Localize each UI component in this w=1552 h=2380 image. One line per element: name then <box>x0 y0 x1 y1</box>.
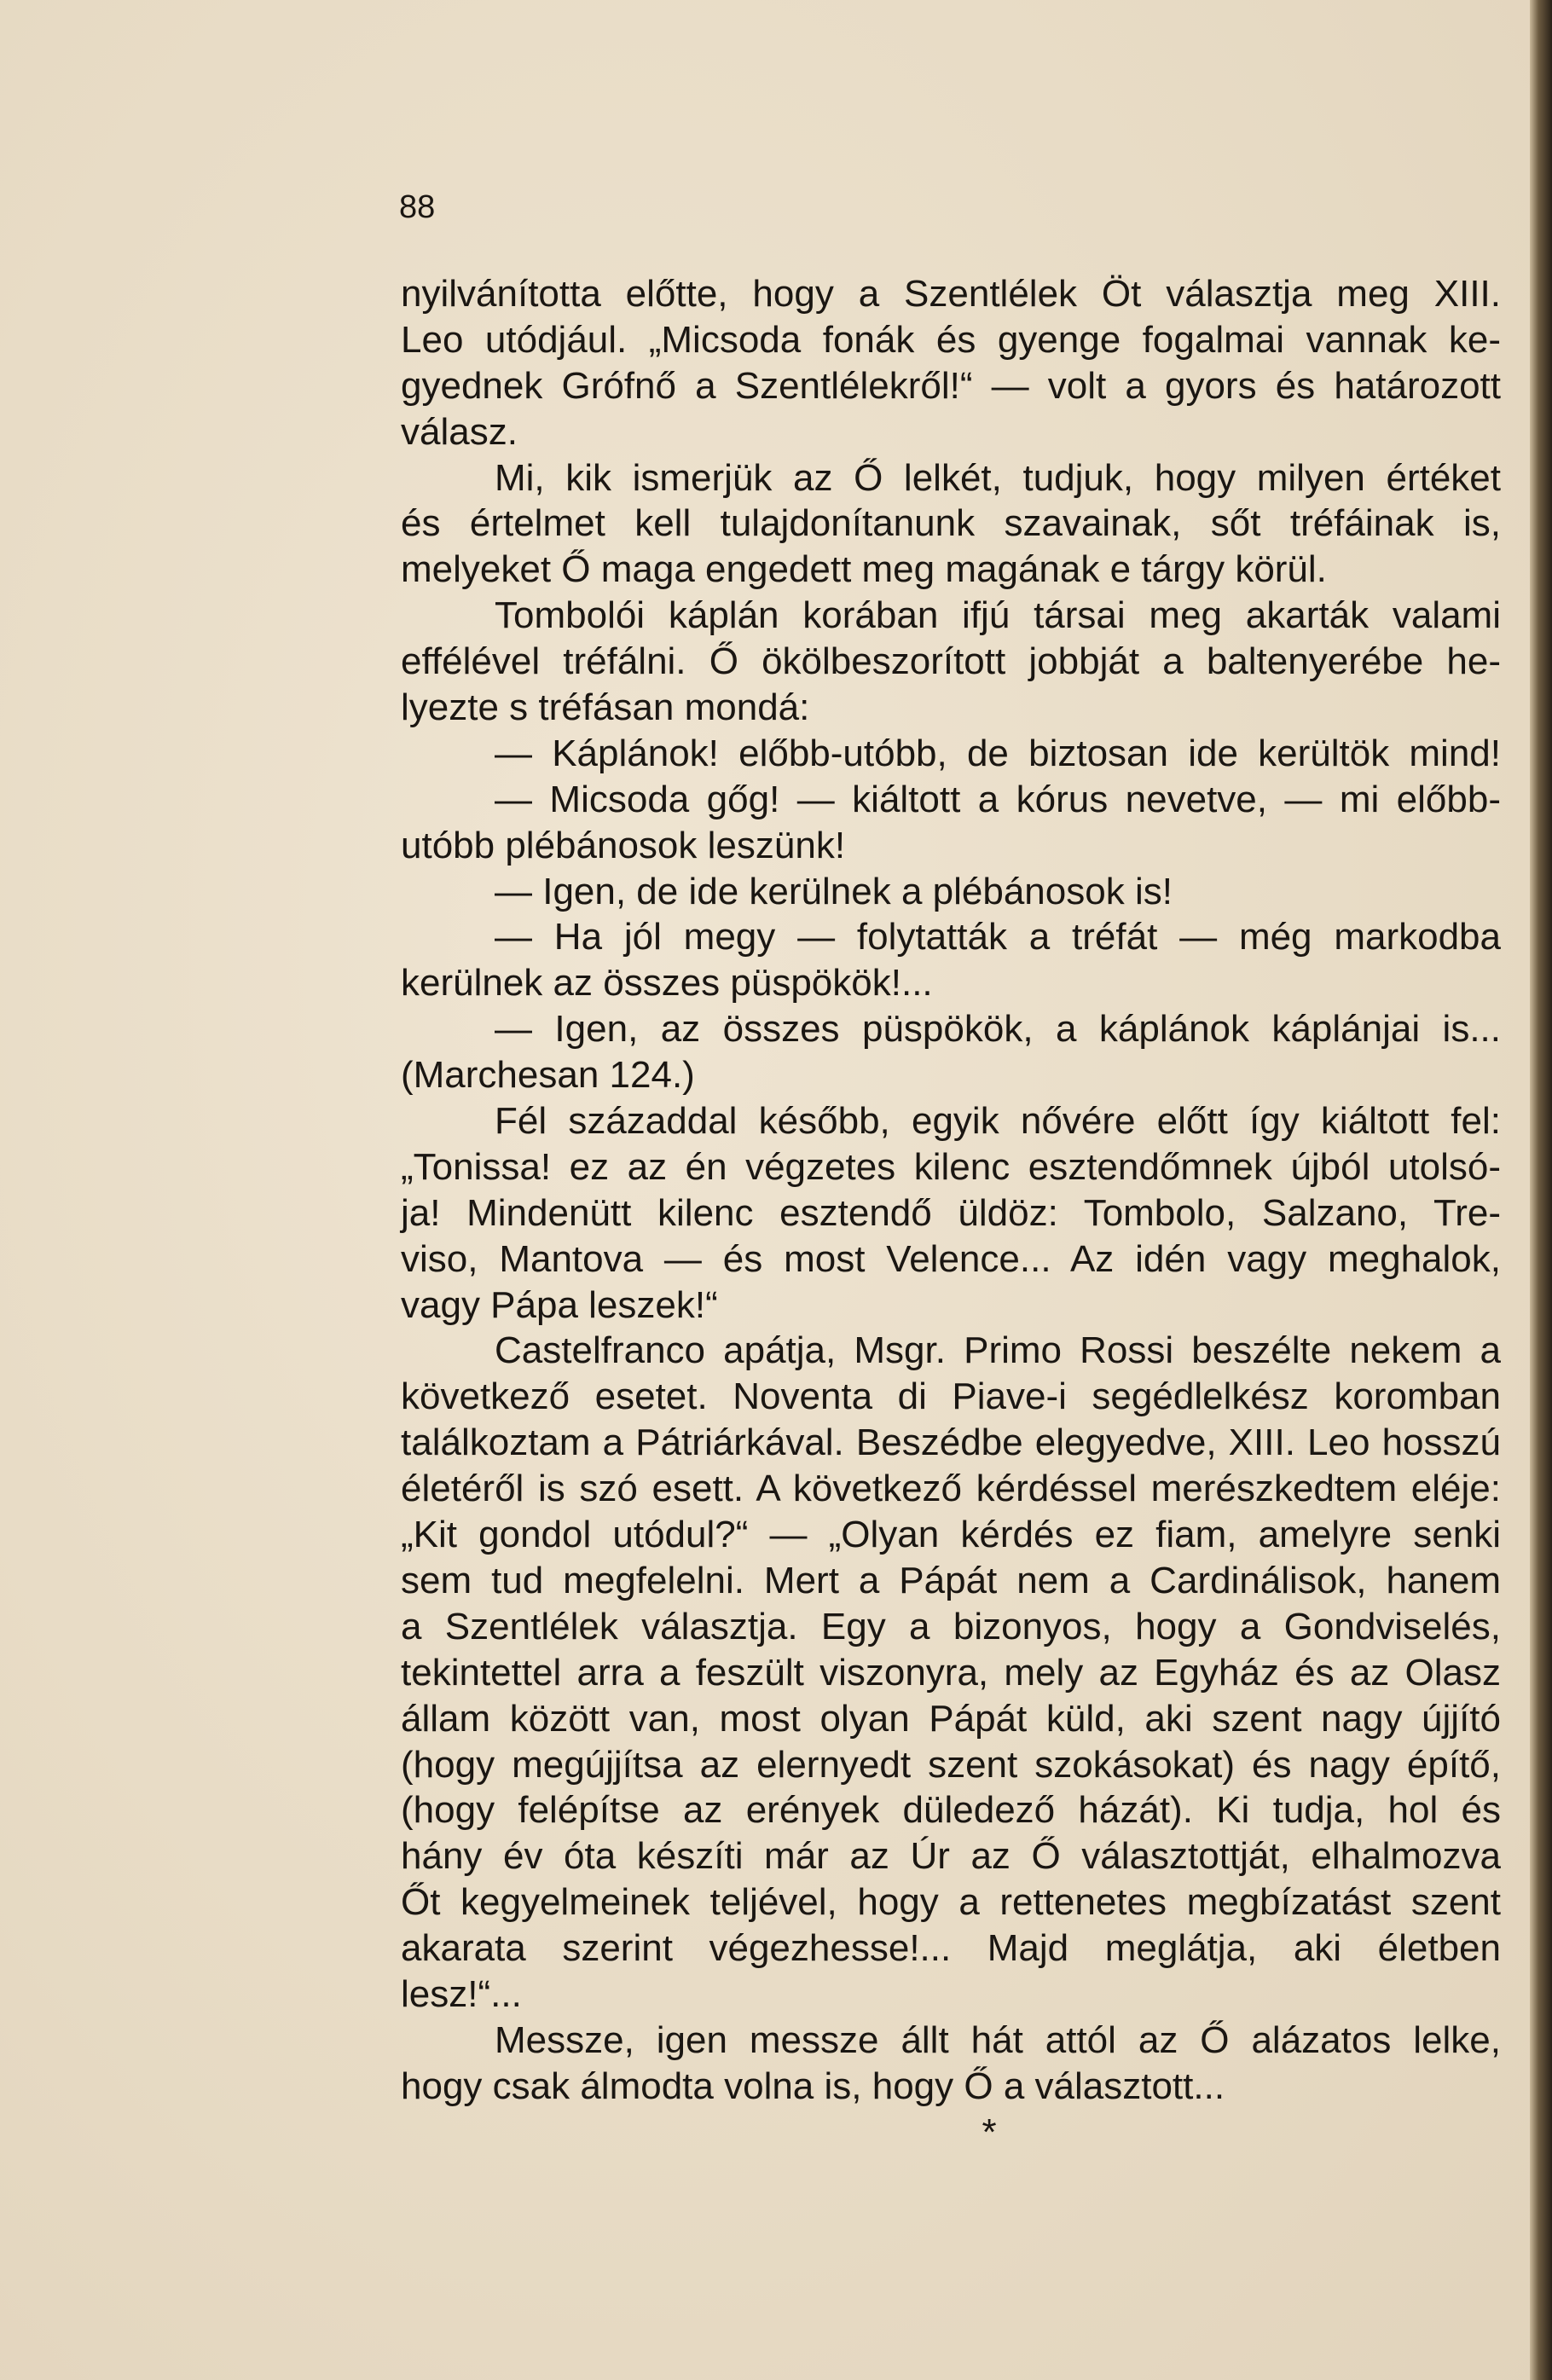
text-line: tekintettel arra a feszült viszonyra, mely az Egyház és az Olasz <box>401 1651 1501 1694</box>
text-line: utóbb plébánosok leszünk! <box>401 824 846 866</box>
book-spine-edge <box>1530 0 1552 2380</box>
text-line: — Káplánok! előbb-utóbb, de biztosan ide kerültök mind! <box>495 732 1501 774</box>
text-line: „Kit gondol utódul?“ — „Olyan kérdés ez fiam, amelyre senki <box>401 1514 1501 1556</box>
text-line: Tombolói káplán korában ifjú társai meg akarták valami <box>495 594 1501 637</box>
text-line: hány év óta készíti már az Úr az Ő választottját, elhalmozva <box>401 1835 1501 1878</box>
text-line: lyezte s tréfásan mondá: <box>401 686 810 729</box>
text-line: — Igen, de ide kerülnek a plébánosok is! <box>495 870 1173 912</box>
text-line: melyeket Ő maga engedett meg magának e tárgy körül. <box>401 548 1327 591</box>
text-line: Őt kegyelmeinek teljével, hogy a rettenetes megbízatást szent <box>401 1881 1501 1924</box>
text-line: (hogy megújjítsa az elernyedt szent szokásokat) és nagy építő, <box>401 1743 1501 1786</box>
text-line: Messze, igen messze állt hát attól az Ő alázatos lelke, <box>495 2018 1501 2061</box>
text-line: gyednek Grófnő a Szentlélekről!“ — volt a gyors és határozott <box>401 364 1501 407</box>
text-line: (hogy felépítse az erények düledező házát). Ki tudja, hol és <box>401 1789 1501 1832</box>
text-line: „Tonissa! ez az én végzetes kilenc esztendőmnek újból utolsó- <box>401 1145 1501 1188</box>
text-line: kerülnek az összes püspökök!... <box>401 962 933 1005</box>
text-line: (Marchesan 124.) <box>401 1054 695 1097</box>
text-line: hogy csak álmodta volna is, hogy Ő a választott... <box>401 2064 1225 2107</box>
text-line: a Szentlélek választja. Egy a bizonyos, hogy a Gondviselés, <box>401 1605 1501 1647</box>
text-line: * <box>982 2111 997 2153</box>
text-line: effélével tréfálni. Ő ökölbeszorított jobbját a baltenyerébe he- <box>401 640 1501 683</box>
text-line: Castelfranco apátja, Msgr. Primo Rossi beszélte nekem a <box>495 1329 1501 1372</box>
text-line: ja! Mindenütt kilenc esztendő üldöz: Tombolo, Salzano, Tre- <box>401 1191 1501 1234</box>
text-line: — Igen, az összes püspökök, a káplánok káplánjai is... <box>495 1008 1501 1051</box>
text-line: következő esetet. Noventa di Piave-i segédlelkész koromban <box>401 1375 1501 1418</box>
text-line: — Ha jól megy — folytatták a tréfát — még markodba <box>495 916 1501 958</box>
text-line: akarata szerint végezhesse!... Majd meglátja, aki életben <box>401 1927 1501 1970</box>
text-line: válasz. <box>401 410 518 453</box>
text-line: és értelmet kell tulajdonítanunk szavainak, sőt tréfáinak is, <box>401 502 1501 545</box>
body-text <box>401 271 1501 2156</box>
text-line: viso, Mantova — és most Velence... Az idén vagy meghalok, <box>401 1237 1501 1280</box>
text-line: sem tud megfelelni. Mert a Pápát nem a Cardinálisok, hanem <box>401 1559 1501 1601</box>
text-line: találkoztam a Pátriárkával. Beszédbe elegyedve, XIII. Leo hosszú <box>401 1422 1501 1464</box>
text-line: Leo utódjául. „Micsoda fonák és gyenge fogalmai vannak ke- <box>401 318 1501 361</box>
text-line: állam között van, most olyan Pápát küld, aki szent nagy újjító <box>401 1697 1501 1740</box>
text-line: — Micsoda gőg! — kiáltott a kórus nevetve, — mi előbb- <box>495 778 1501 820</box>
text-line: Fél századdal később, egyik nővére előtt így kiáltott fel: <box>495 1100 1501 1143</box>
text-line: lesz!“... <box>401 1972 522 2015</box>
text-line: Mi, kik ismerjük az Ő lelkét, tudjuk, hogy milyen értéket <box>495 456 1501 499</box>
text-line: életéről is szó esett. A következő kérdéssel merészkedtem eléje: <box>401 1468 1501 1510</box>
text-line: nyilvánította előtte, hogy a Szentlélek Öt választja meg XIII. <box>401 273 1501 315</box>
page-number: 88 <box>399 189 436 225</box>
text-line: vagy Pápa leszek!“ <box>401 1283 718 1326</box>
